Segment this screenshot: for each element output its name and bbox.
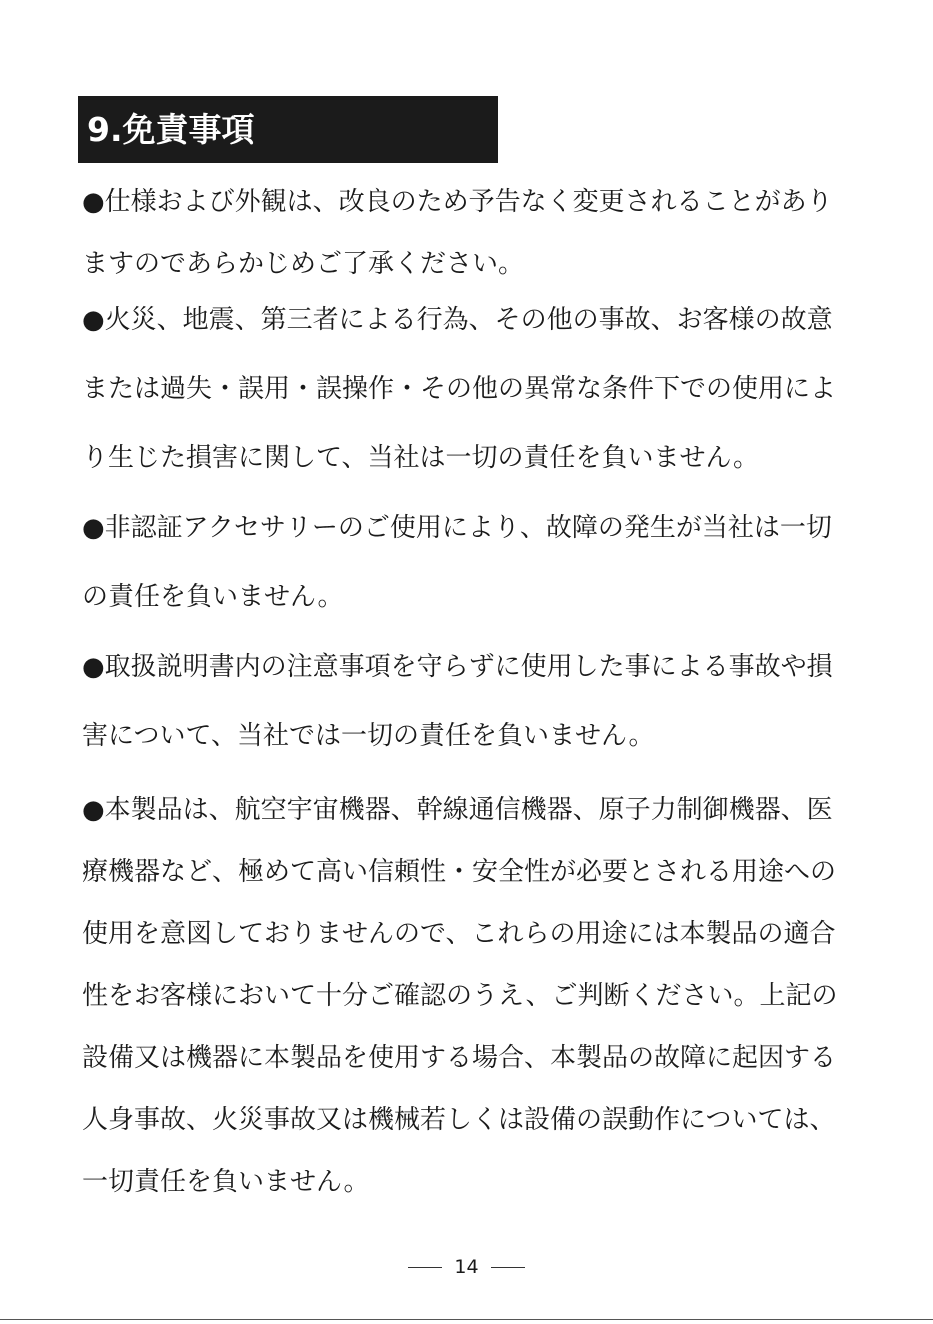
body-line: ●仕様および外観は、改良のため予告なく変更されることがあり xyxy=(82,187,833,217)
body-line: り生じた損害に関して、当社は一切の責任を負いません。 xyxy=(82,443,760,473)
footer-dash-left xyxy=(408,1267,442,1268)
body-line: 使用を意図しておりませんので、これらの用途には本製品の適合 xyxy=(82,919,836,949)
body-line: ●火災、地震、第三者による行為、その他の事故、お客様の故意 xyxy=(82,305,833,335)
body-line: ●本製品は、航空宇宙機器、幹線通信機器、原子力制御機器、医 xyxy=(82,795,833,825)
body-line: 設備又は機器に本製品を使用する場合、本製品の故障に起因する xyxy=(82,1043,837,1073)
section-title: 9.免責事項 xyxy=(87,110,255,149)
body-line: ますのであらかじめご了承ください。 xyxy=(82,249,525,279)
page-footer xyxy=(0,1252,933,1282)
body-line: の責任を負いません。 xyxy=(82,582,344,612)
body-line: ●非認証アクセサリーのご使用により、故障の発生が当社は一切 xyxy=(82,513,832,543)
bottom-divider xyxy=(0,1319,933,1320)
body-line: 害について、当社では一切の責任を負いません。 xyxy=(82,721,655,751)
body-line: ●取扱説明書内の注意事項を守らずに使用した事による事故や損 xyxy=(82,652,833,682)
body-line: 人身事故、火災事故又は機械若しくは設備の誤動作については、 xyxy=(82,1105,836,1135)
page-number: 14 xyxy=(454,1256,479,1278)
body-line: 一切責任を負いません。 xyxy=(82,1167,370,1197)
body-line: 性をお客様において十分ご確認のうえ、ご判断ください。上記の xyxy=(82,981,838,1011)
section-title-banner xyxy=(78,96,498,163)
footer-dash-right xyxy=(491,1267,525,1268)
body-line: 療機器など、極めて高い信頼性・安全性が必要とされる用途への xyxy=(82,857,837,887)
body-line: または過失・誤用・誤操作・その他の異常な条件下での使用によ xyxy=(82,374,837,404)
